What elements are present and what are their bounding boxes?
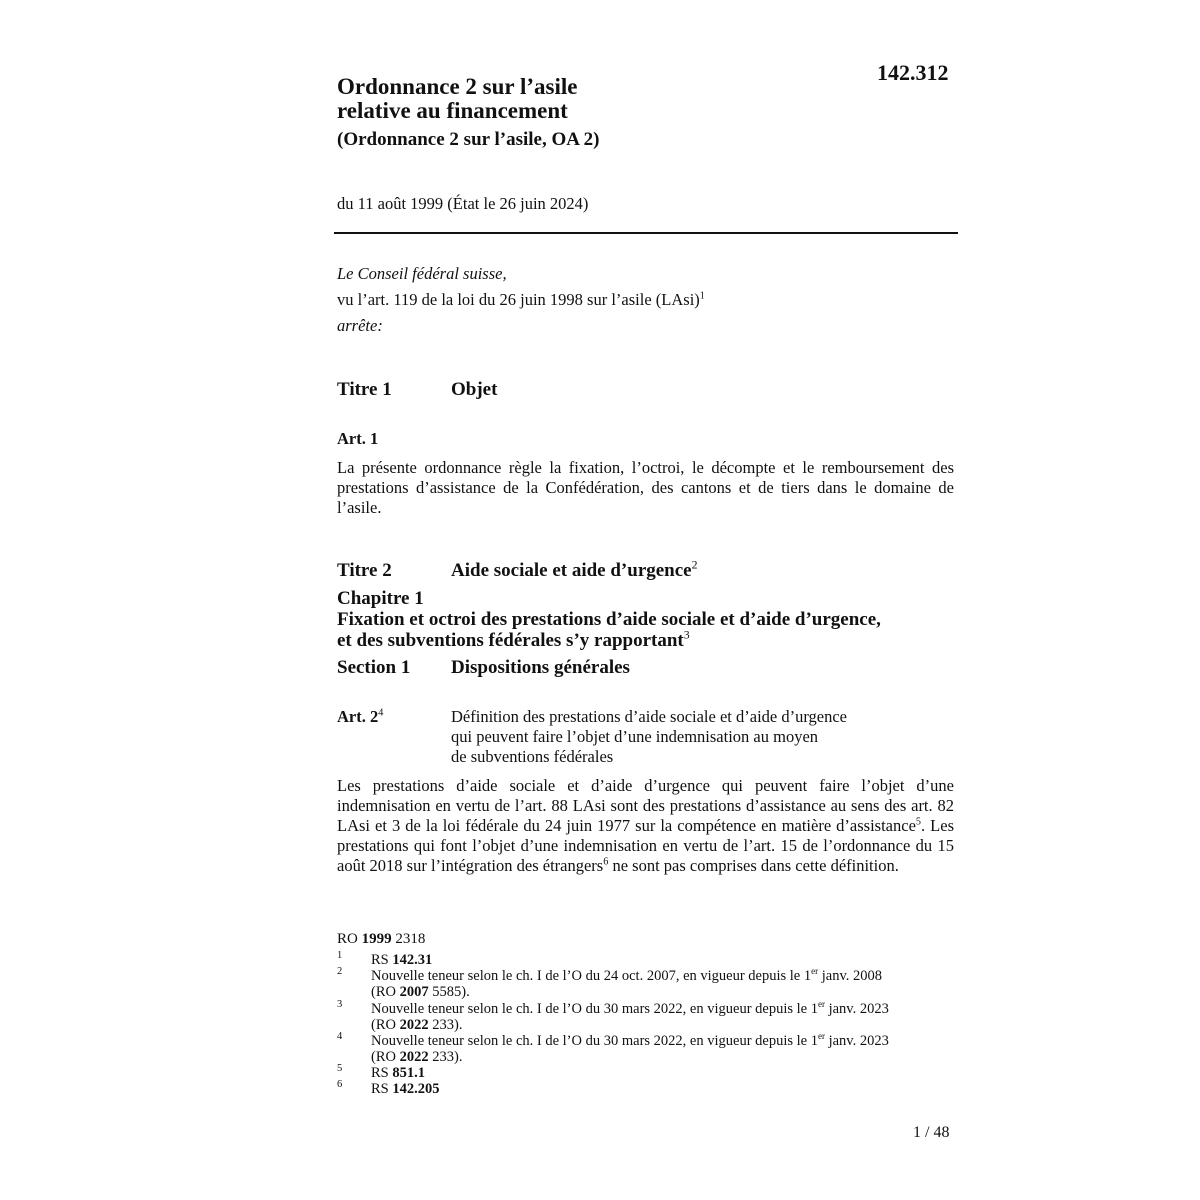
art-2-text: Les prestations d’aide sociale et d’aide d’urgence qui peuvent faire l’objet d’une indemnisation en vertu de l’art. 88 LAsi sont des prestations d’assistance au sens des art. 82 LAsi et 3 de la loi fédérale du 24 juin 1977 sur la compétence en matière d’assistance$^5$. Les prestations qui font l’objet d’une indemnisation en vertu de l’art. 15 de l’ordonnance du 15 août 2018 sur l’intégration des étrangers$^6$ ne sont pas comprises dans cette définition.	[337, 776, 954, 875]
chapter-title-line-1: Fixation et octroi des prestations d’aide sociale et d’aide d’urgence,	[337, 609, 881, 630]
preamble-basis: vu l’art. 119 de la loi du 26 juin 1998 sur l’asile (LAsi)$^1$	[337, 290, 705, 309]
art-1-text: La présente ordonnance règle la fixation, l’octroi, le décompte et le remboursement des prestations d’assistance de la Confédération, des cantons et de tiers dans le domaine de l’asile.	[337, 458, 954, 517]
art-1-label: Art. 1	[337, 429, 379, 448]
preamble-authority: Le Conseil fédéral suisse,	[337, 264, 507, 283]
page-number: 1 / 48	[913, 1124, 950, 1141]
art-2-heading-line-3: de subventions fédérales	[451, 747, 614, 766]
footnote-ref-3[interactable]: 3	[683, 628, 690, 642]
document-title-line-1: Ordonnance 2 sur l’asile	[337, 74, 578, 99]
footnote-number: 3	[337, 999, 343, 1010]
footnote-text: (RO 2007 5585).	[371, 984, 470, 1000]
footnote-number: 4	[337, 1031, 343, 1042]
titre-1-name: Objet	[451, 379, 498, 400]
titre-1-label: Titre 1	[337, 379, 392, 400]
footnote-text: RS 851.1	[371, 1065, 425, 1081]
footnote-number: 6	[337, 1079, 343, 1090]
art-2-label: Art. $2^4$	[337, 707, 384, 726]
footnote-ref-6[interactable]: 6	[603, 856, 609, 868]
document-title-line-2: relative au financement	[337, 98, 568, 123]
footnote-text: RS 142.205	[371, 1081, 440, 1097]
footnote-text: (RO 2022 233).	[371, 1017, 463, 1033]
chapter-label: Chapitre 1	[337, 588, 424, 609]
footnote-ref-5[interactable]: 5	[915, 816, 922, 828]
footnote-text: RS 142.31	[371, 952, 433, 968]
footnote-text: (RO 2022 233).	[371, 1049, 463, 1065]
footnote-ref-4[interactable]: 4	[378, 707, 384, 719]
footnote-ref-1[interactable]: 1	[699, 290, 705, 302]
date-line: du 11 août 1999 (État le 26 juin 2024)	[337, 194, 589, 213]
sr-number: 142.312	[877, 60, 949, 85]
footnote-number: 2	[337, 966, 343, 977]
titre-2-name: Aide sociale et aide d’urgence$^2$	[451, 558, 698, 581]
footnote-text: Nouvelle teneur selon le ch. I de l’O du 24 oct. 2007, en vigueur depuis le 1er janv. 2008	[371, 966, 883, 984]
titre-2-label: Titre 2	[337, 560, 392, 581]
footnote-text: Nouvelle teneur selon le ch. I de l’O du 30 mars 2022, en vigueur depuis le 1er janv. 2023	[371, 1031, 889, 1049]
preamble-decree: arrête:	[337, 316, 383, 335]
section-label: Section 1	[337, 657, 411, 678]
ro-reference: RO 1999 2318	[337, 931, 426, 947]
footnote-number: 5	[337, 1063, 343, 1074]
art-2-heading-line-2: qui peuvent faire l’objet d’une indemnisation au moyen	[451, 727, 819, 746]
footnote-text: Nouvelle teneur selon le ch. I de l’O du 30 mars 2022, en vigueur depuis le 1er janv. 2023	[371, 999, 889, 1017]
footnote-ref-2[interactable]: 2	[691, 558, 698, 572]
footnote-number: 1	[337, 950, 343, 961]
short-title: (Ordonnance 2 sur l’asile, OA 2)	[337, 129, 600, 150]
header-divider	[334, 232, 958, 234]
art-2-heading-line-1: Définition des prestations d’aide sociale et d’aide d’urgence	[451, 707, 848, 726]
section-name: Dispositions générales	[451, 657, 630, 678]
chapter-title-line-2: et des subventions fédérales s’y rapportant$^3$	[337, 628, 690, 651]
